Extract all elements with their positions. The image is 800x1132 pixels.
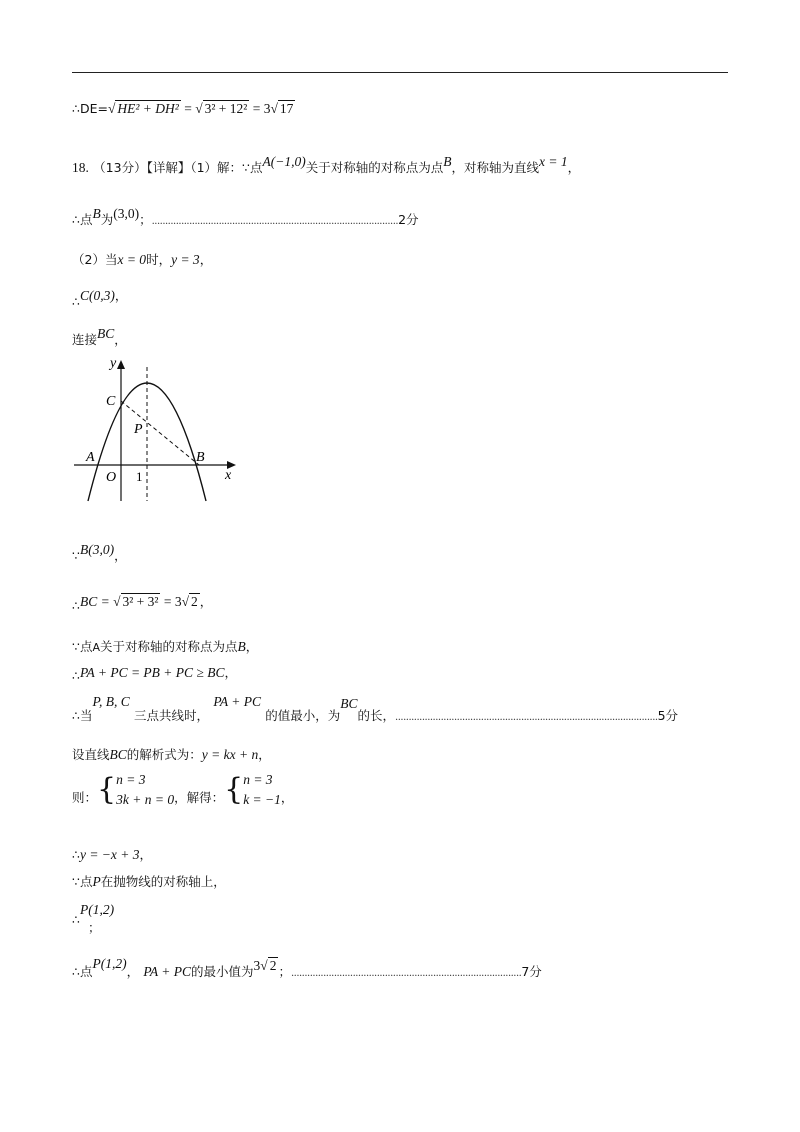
header-rule [72, 72, 728, 73]
line-because-p: ∵点P在抛物线的对称轴上， [72, 874, 226, 889]
label-o: O [106, 470, 117, 485]
label-c: C [106, 394, 116, 409]
radicand-17: 17 [279, 101, 294, 116]
point-a-coord: A(−1,0) [262, 154, 306, 169]
line-point-p: ∴P(1,2) ； [72, 902, 115, 935]
parabola-figure [70, 355, 245, 505]
line-part2: （2）当x = 0时，y = 3， [72, 252, 213, 267]
line-connect-bc: 连接BC， [72, 326, 127, 347]
system-2: n = 3 k = −1 [243, 772, 281, 807]
line-bc-length: ∴BC = √ 3² + 3² = 3√ 2 ， [72, 594, 213, 613]
y-arrow-icon [117, 360, 125, 369]
brace-icon: { [224, 772, 244, 807]
line-inequality: ∴PA + PC = PB + PC ≥ BC， [72, 665, 237, 683]
point-c-coord: C(0,3) [79, 288, 115, 303]
line-system: 则：{n = 3 3k + n = 0，解得：{n = 3 k = −1， [72, 770, 293, 810]
score-mark: 2分 [398, 212, 419, 227]
line-point-c: ∴C(0,3)， [72, 288, 128, 309]
score-mark: 7分 [521, 964, 542, 979]
line-set-line: 设直线BC的解析式为：y = kx + n， [72, 747, 271, 762]
label-one: 1 [136, 469, 143, 484]
line-final: ∴点P(1,2)， PA + PC的最小值为3√ 2 ；......................................................................................7分 [72, 956, 542, 979]
label-y: y [110, 356, 117, 371]
line-because-b: ∵B(3,0)， [72, 542, 127, 563]
line-point-b: ∴点B为(3,0)；............................................................................................2分 [72, 206, 419, 227]
label-a: A [86, 450, 95, 465]
score-mark: 5分 [657, 708, 679, 723]
detail-label: 【详解】 [146, 160, 191, 175]
line-line-eq: ∴y = −x + 3， [72, 847, 153, 862]
label-x: x [225, 468, 232, 483]
question-number: 18. [72, 160, 89, 175]
radicand-3-12: 3² + 12² [204, 101, 248, 116]
brace-icon: { [97, 772, 117, 807]
therefore-de: ∴DE= [72, 101, 108, 116]
line-because-a: ∵点A关于对称轴的对称点为点B， [72, 639, 259, 654]
axis-equation: x = 1 [539, 154, 568, 169]
segment-bc [121, 401, 199, 465]
system-1: n = 3 3k + n = 0 [116, 772, 175, 807]
line-collinear: ∴当P, B, C 三点共线时， PA + PC 的值最小，为BC的长，..................................................................................................5分 [72, 694, 679, 723]
radicand-he-dh: HE² + DH² [117, 101, 179, 116]
label-b: B [196, 450, 205, 465]
label-p: P [134, 422, 143, 437]
question-score: （13分） [93, 160, 147, 175]
point-b-coord: (3,0) [113, 206, 140, 221]
line-q18-heading: 18. （13分）【详解】（1）解：∵点A(−1,0)关于对称轴的对称点为点B，对称轴为直线x = 1， [72, 154, 581, 175]
line-de-distance: ∴DE=√ HE² + DH² = √ 3² + 12² = 3√ 17 [72, 101, 294, 116]
